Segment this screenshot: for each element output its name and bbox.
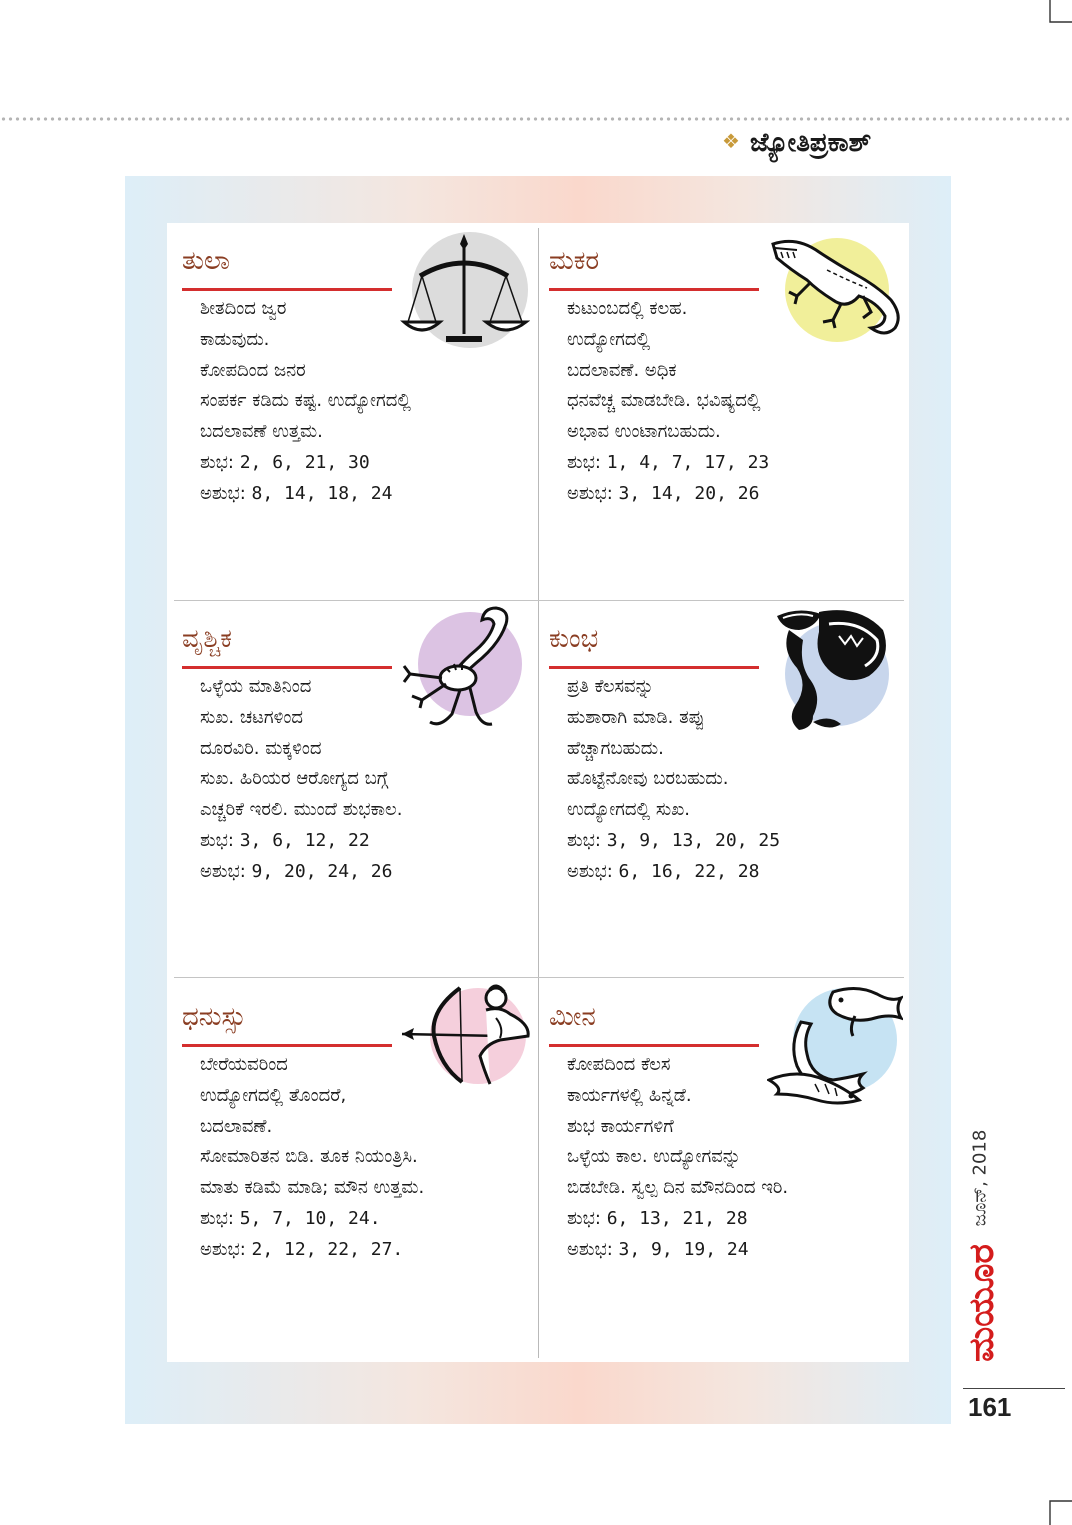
- unlucky-dates: ಅಶುಭ: 6, 16, 22, 28: [567, 860, 760, 882]
- lucky-dates: ಶುಭ: 6, 13, 21, 28: [567, 1207, 748, 1229]
- prediction-line: ಉದ್ಯೋಗದಲ್ಲಿ ಸುಖ.: [567, 799, 690, 821]
- prediction-line: ಒಳ್ಳೆಯ ಕಾಲ. ಉದ್ಯೋಗವನ್ನು: [567, 1146, 741, 1168]
- prediction-text: [567, 1050, 788, 1266]
- sign-card-pisces: [541, 988, 881, 1348]
- prediction-line: ಶುಭ ಕಾರ್ಯಗಳಿಗೆ: [567, 1115, 674, 1137]
- scorpio-scorpion-icon: [400, 604, 530, 738]
- title-underline: [182, 666, 392, 669]
- prediction-line: ಧನವೆಚ್ಚ ಮಾಡಬೇಡಿ. ಭವಿಷ್ಯದಲ್ಲಿ: [567, 390, 761, 412]
- sign-card-libra: [174, 232, 514, 592]
- sign-name: ತುಲಾ: [182, 246, 231, 276]
- prediction-line: ಕುಟುಂಬದಲ್ಲಿ ಕಲಹ.: [567, 298, 688, 319]
- prediction-line: ದೂರವಿರಿ. ಮಕ್ಕಳಿಂದ: [200, 737, 322, 759]
- prediction-line: ಕೋಪದಿಂದ ಕೆಲಸ: [567, 1054, 671, 1075]
- prediction-text: [200, 1050, 424, 1266]
- sign-card-capricorn: [541, 232, 881, 592]
- title-underline: [182, 288, 392, 291]
- prediction-text: [567, 672, 780, 888]
- prediction-line: ಹೊಟ್ಟೆನೋವು ಬರಬಹುದು.: [567, 768, 729, 790]
- unlucky-dates: ಅಶುಭ: 9, 20, 24, 26: [200, 860, 393, 882]
- sign-name: ಮೀನ: [549, 1002, 596, 1032]
- prediction-line: ಕೋಪದಿಂದ ಜನರ: [200, 359, 306, 381]
- lucky-dates: ಶುಭ: 1, 4, 7, 17, 23: [567, 451, 770, 473]
- lucky-dates: ಶುಭ: 5, 7, 10, 24.: [200, 1207, 381, 1229]
- prediction-line: ಬೇರೆಯವರಿಂದ: [200, 1054, 288, 1075]
- prediction-text: [567, 294, 769, 510]
- sign-name: ಮಕರ: [549, 246, 600, 276]
- prediction-line: ಒಳ್ಳೆಯ ಮಾತಿನಿಂದ: [200, 676, 312, 697]
- prediction-line: ಅಭಾವ ಉಂಟಾಗಬಹುದು.: [567, 421, 721, 443]
- libra-scales-icon: [400, 230, 530, 354]
- sign-name: ಕುಂಭ: [549, 624, 599, 654]
- prediction-line: ಪ್ರತಿ ಕೆಲಸವನ್ನು: [567, 676, 654, 697]
- unlucky-dates: ಅಶುಭ: 8, 14, 18, 24: [200, 482, 393, 504]
- sign-card-sagittarius: [174, 988, 514, 1348]
- prediction-line: ಸುಖ. ಹಿರಿಯರ ಆರೋಗ್ಯದ ಬಗ್ಗೆ: [200, 768, 389, 790]
- prediction-line: ಬದಲಾವಣೆ. ಅಧಿಕ: [567, 359, 677, 381]
- sign-card-scorpio: [174, 610, 514, 970]
- title-underline: [549, 666, 759, 669]
- lucky-dates: ಶುಭ: 3, 6, 12, 22: [200, 829, 370, 851]
- prediction-line: ಬದಲಾವಣೆ ಉತ್ತಮ.: [200, 421, 323, 443]
- unlucky-dates: ಅಶುಭ: 3, 14, 20, 26: [567, 482, 760, 504]
- prediction-line: ಬಿಡಬೇಡಿ. ಸ್ವಲ್ಪ ದಿನ ಮೌನದಿಂದ ಇರಿ.: [567, 1177, 789, 1199]
- title-underline: [549, 1044, 759, 1047]
- prediction-line: ಉದ್ಯೋಗದಲ್ಲಿ: [567, 328, 651, 350]
- column-divider: [538, 228, 539, 1358]
- row-divider: [174, 977, 904, 978]
- prediction-text: [200, 672, 402, 888]
- title-underline: [549, 288, 759, 291]
- page-number-rule: [963, 1388, 1065, 1389]
- prediction-line: ಬದಲಾವಣೆ.: [200, 1115, 273, 1137]
- aquarius-pot-icon: [769, 606, 893, 740]
- prediction-line: ಉದ್ಯೋಗದಲ್ಲಿ ತೊಂದರೆ,: [200, 1084, 347, 1106]
- prediction-line: ಕಾರ್ಯಗಳಲ್ಲಿ ಹಿನ್ನಡೆ.: [567, 1084, 692, 1106]
- page-number: 161: [968, 1392, 1012, 1422]
- prediction-line: ಸೋಮಾರಿತನ ಬಿಡಿ. ತೂಕ ನಿಯಂತ್ರಿಸಿ.: [200, 1146, 418, 1168]
- section-title: ❖ ಜ್ಯೋತಿಪ್ರಕಾಶ್: [722, 128, 872, 158]
- capricorn-crocodile-icon: [767, 230, 907, 354]
- lucky-dates: ಶುಭ: 3, 9, 13, 20, 25: [567, 829, 781, 851]
- lucky-dates: ಶುಭ: 2, 6, 21, 30: [200, 451, 370, 473]
- crop-mark-top-right: [1040, 0, 1072, 26]
- magazine-logo: [963, 1242, 999, 1364]
- prediction-text: [200, 294, 411, 510]
- unlucky-dates: ಅಶುಭ: 2, 12, 22, 27.: [200, 1238, 404, 1260]
- title-underline: [182, 1044, 392, 1047]
- prediction-line: ಶೀತದಿಂದ ಜ್ವರ: [200, 298, 287, 319]
- sign-name: ಧನುಸ್ಸು: [182, 1002, 247, 1032]
- svg-text:ಮಯೂರ: ಮಯೂರ: [963, 1253, 999, 1362]
- crop-mark-bottom-right: [1040, 1495, 1072, 1525]
- prediction-line: ಸುಖ. ಚಟಗಳಿಂದ: [200, 706, 304, 728]
- prediction-line: ಹೆಚ್ಚಾಗಬಹುದು.: [567, 737, 664, 759]
- dotted-rule: [0, 117, 1072, 121]
- row-divider: [174, 600, 904, 601]
- prediction-line: ಸಂಪರ್ಕ ಕಡಿದು ಕಷ್ಟ. ಉದ್ಯೋಗದಲ್ಲಿ: [200, 390, 411, 412]
- sign-name: ವೃಶ್ಚಿಕ: [182, 624, 232, 654]
- prediction-line: ಹುಶಾರಾಗಿ ಮಾಡಿ. ತಪ್ಪು: [567, 706, 705, 728]
- prediction-line: ಮಾತು ಕಡಿಮೆ ಮಾಡಿ; ಮೌನ ಉತ್ತಮ.: [200, 1177, 425, 1199]
- diamond-bullet-icon: ❖: [722, 129, 740, 153]
- prediction-line: ಎಚ್ಚರಿಕೆ ಇರಲಿ. ಮುಂದೆ ಶುಭಕಾಲ.: [200, 799, 403, 821]
- prediction-line: ಕಾಡುವುದು.: [200, 328, 270, 350]
- issue-date: ಜೂನ್, 2018: [969, 1129, 991, 1227]
- sign-card-aquarius: [541, 610, 881, 970]
- unlucky-dates: ಅಶುಭ: 3, 9, 19, 24: [567, 1238, 749, 1260]
